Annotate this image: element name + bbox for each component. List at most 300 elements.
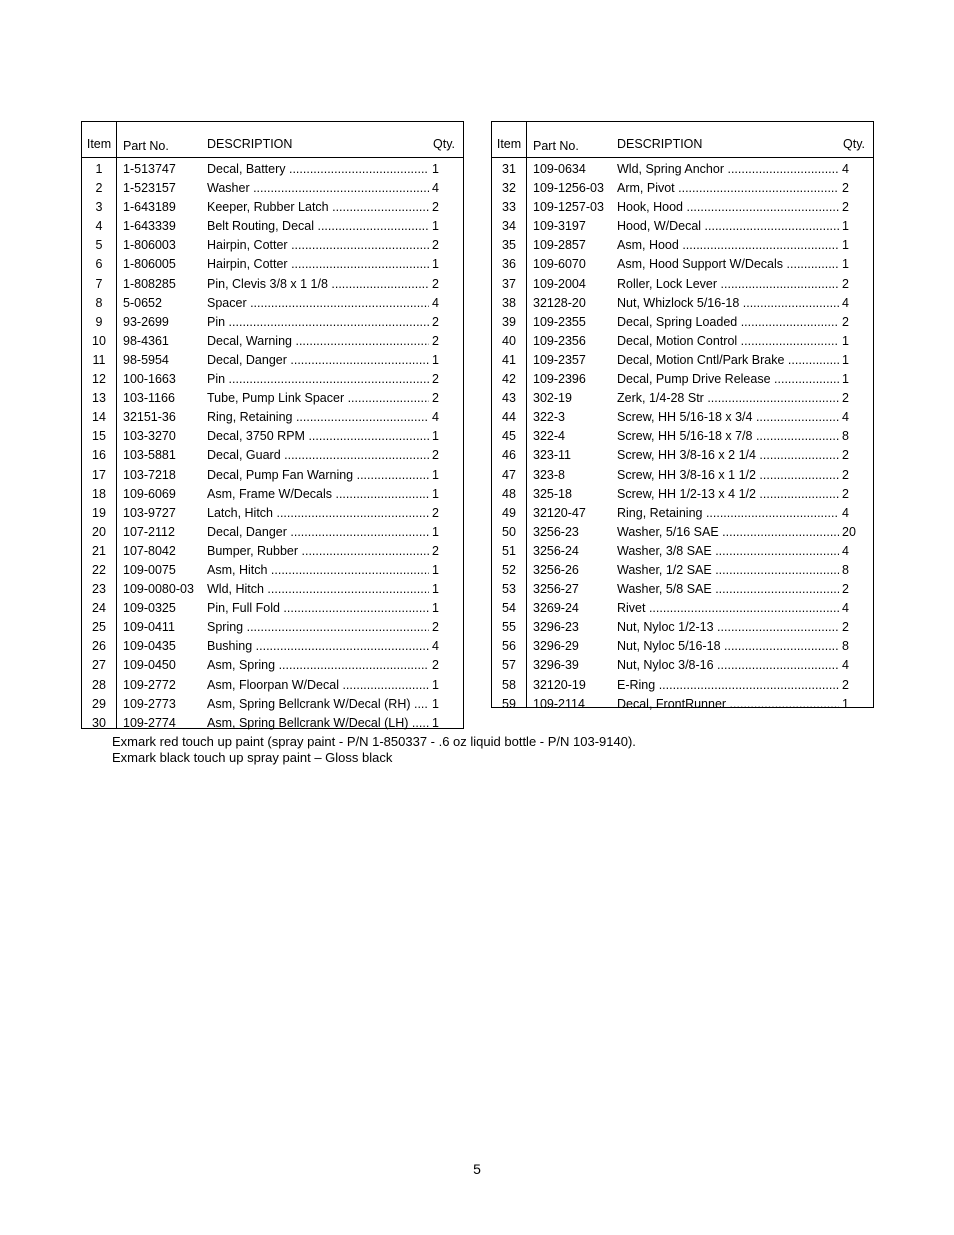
table-row	[492, 217, 873, 236]
table-row	[492, 160, 873, 179]
cell-description: Asm, Floorpan W/Decal .....	[207, 676, 429, 695]
cell-qty: 1	[432, 162, 439, 176]
cell-part-no: 109-2357	[533, 352, 586, 367]
cell-qty: 4	[842, 505, 849, 520]
cell-part-no: 109-1257-03	[533, 200, 604, 215]
cell-item: 54	[502, 601, 516, 616]
cell-description: Hairpin, Cotter .....	[207, 255, 429, 274]
cell-qty: 1	[432, 696, 439, 711]
cell-description: Washer, 5/8 SAE .....	[617, 580, 839, 599]
cell-description: Asm, Spring Bellcrank W/Decal (LH) .....	[207, 714, 429, 733]
cell-description: Decal, Spring Loaded .....	[617, 313, 839, 332]
cell-description: Belt Routing, Decal .....	[207, 217, 429, 236]
table-row	[492, 370, 873, 389]
cell-item: 6	[95, 257, 103, 272]
cell-part-no: 109-3197	[533, 219, 586, 234]
parts-table-left	[81, 121, 464, 729]
cell-qty: 1	[842, 238, 849, 253]
cell-part-no: 109-0450	[123, 658, 176, 673]
cell-description: Decal, Guard .....	[207, 446, 429, 465]
cell-description: Spring .....	[207, 618, 429, 637]
cell-part-no: 109-2773	[123, 696, 176, 711]
cell-item: 37	[502, 276, 516, 291]
cell-item: 45	[502, 429, 516, 444]
cell-part-no: 98-5954	[123, 352, 169, 367]
cell-item: 9	[95, 314, 103, 329]
cell-qty: 1	[432, 677, 439, 692]
cell-description: Screw, HH 1/2-13 x 4 1/2 .....	[617, 485, 839, 504]
cell-item: 3	[95, 200, 103, 215]
cell-qty: 1	[842, 219, 849, 234]
table-row	[82, 198, 463, 217]
cell-item: 32	[502, 181, 516, 196]
table-row	[82, 332, 463, 351]
cell-description: Pin .....	[207, 370, 429, 389]
cell-part-no: 3256-24	[533, 543, 579, 558]
cell-item: 51	[502, 543, 516, 558]
cell-item: 27	[92, 658, 106, 673]
cell-item: 47	[502, 467, 516, 482]
table-row	[492, 236, 873, 255]
cell-description: Roller, Lock Lever .....	[617, 275, 839, 294]
cell-part-no: 109-0080-03	[123, 582, 194, 597]
cell-item: 21	[92, 543, 106, 558]
table-row	[492, 542, 873, 561]
cell-part-no: 109-0634	[533, 162, 586, 176]
cell-part-no: 109-2356	[533, 333, 586, 348]
cell-item: 28	[92, 677, 106, 692]
table-row	[492, 351, 873, 370]
cell-qty: 1	[842, 372, 849, 387]
table-row	[82, 523, 463, 542]
cell-qty: 1	[432, 582, 439, 597]
cell-part-no: 3296-39	[533, 658, 579, 673]
cell-qty: 2	[432, 333, 439, 348]
cell-description: Decal, 3750 RPM .....	[207, 427, 429, 446]
cell-qty: 1	[432, 715, 439, 730]
cell-qty: 1	[432, 562, 439, 577]
cell-qty: 8	[842, 639, 849, 654]
cell-qty: 8	[842, 429, 849, 444]
cell-item: 39	[502, 314, 516, 329]
cell-part-no: 322-3	[533, 410, 565, 425]
cell-item: 29	[92, 696, 106, 711]
cell-description: Decal, Motion Control .....	[617, 332, 839, 351]
cell-item: 11	[92, 352, 106, 367]
cell-item: 46	[502, 448, 516, 463]
cell-qty: 20	[842, 524, 856, 539]
cell-part-no: 109-6069	[123, 486, 176, 501]
cell-qty: 4	[432, 295, 439, 310]
table-row	[492, 580, 873, 599]
table-row	[82, 676, 463, 695]
cell-description: Screw, HH 5/16-18 x 7/8 .....	[617, 427, 839, 446]
cell-qty: 8	[842, 562, 849, 577]
cell-qty: 2	[432, 620, 439, 635]
cell-part-no: 109-2396	[533, 372, 586, 387]
cell-description: Wld, Spring Anchor .....	[617, 160, 839, 179]
cell-description: Decal, Pump Fan Warning .....	[207, 466, 429, 485]
cell-qty: 2	[432, 314, 439, 329]
table-header	[82, 122, 463, 158]
cell-part-no: 3256-23	[533, 524, 579, 539]
cell-part-no: 3296-29	[533, 639, 579, 654]
cell-part-no: 100-1663	[123, 372, 176, 387]
header-qty: Qty.	[843, 137, 865, 151]
table-row	[82, 236, 463, 255]
cell-description: Decal, Pump Drive Release .....	[617, 370, 839, 389]
cell-qty: 1	[432, 352, 439, 367]
page-number: 5	[473, 1161, 481, 1177]
cell-item: 15	[92, 429, 106, 444]
cell-item: 48	[502, 486, 516, 501]
cell-description: Decal, Motion Cntl/Park Brake .....	[617, 351, 839, 370]
cell-item: 40	[502, 333, 516, 348]
table-row	[492, 179, 873, 198]
cell-qty: 2	[842, 314, 849, 329]
cell-item: 22	[92, 562, 106, 577]
cell-part-no: 1-806005	[123, 257, 176, 272]
cell-description: Spacer .....	[207, 294, 429, 313]
cell-item: 36	[502, 257, 516, 272]
table-row	[492, 637, 873, 656]
cell-item: 7	[95, 276, 103, 291]
cell-qty: 2	[842, 200, 849, 215]
table-row	[82, 408, 463, 427]
cell-qty: 2	[842, 486, 849, 501]
cell-qty: 2	[432, 391, 439, 406]
cell-qty: 4	[432, 181, 439, 196]
table-row	[82, 580, 463, 599]
cell-description: Latch, Hitch .....	[207, 504, 429, 523]
table-row	[492, 504, 873, 523]
cell-description: E-Ring .....	[617, 676, 839, 695]
table-row	[492, 466, 873, 485]
cell-qty: 4	[432, 410, 439, 425]
table-row	[492, 294, 873, 313]
cell-item: 24	[92, 601, 106, 616]
cell-part-no: 1-808285	[123, 276, 176, 291]
cell-qty: 1	[432, 429, 439, 444]
cell-description: Screw, HH 3/8-16 x 1 1/2 .....	[617, 466, 839, 485]
table-row	[82, 485, 463, 504]
cell-qty: 2	[432, 543, 439, 558]
cell-description: Washer, 5/16 SAE .....	[617, 523, 839, 542]
cell-description: Asm, Hitch .....	[207, 561, 429, 580]
table-row	[492, 523, 873, 542]
cell-part-no: 3256-27	[533, 582, 579, 597]
table-row	[492, 695, 873, 714]
cell-item: 34	[502, 219, 516, 234]
table-row	[492, 427, 873, 446]
cell-qty: 4	[842, 295, 849, 310]
cell-item: 41	[502, 352, 516, 367]
table-row	[82, 656, 463, 675]
cell-item: 14	[92, 410, 106, 425]
cell-part-no: 32128-20	[533, 295, 586, 310]
cell-qty: 4	[432, 639, 439, 654]
cell-description: Bushing .....	[207, 637, 429, 656]
table-row	[492, 332, 873, 351]
cell-qty: 2	[842, 391, 849, 406]
cell-description: Keeper, Rubber Latch .....	[207, 198, 429, 217]
cell-part-no: 109-1256-03	[533, 181, 604, 196]
cell-item: 44	[502, 410, 516, 425]
cell-part-no: 1-643339	[123, 219, 176, 234]
cell-part-no: 3256-26	[533, 562, 579, 577]
table-row	[82, 294, 463, 313]
cell-item: 30	[92, 715, 106, 730]
table-row	[492, 313, 873, 332]
table-row	[82, 446, 463, 465]
cell-item: 59	[502, 696, 516, 711]
table-row	[82, 275, 463, 294]
cell-part-no: 5-0652	[123, 295, 162, 310]
cell-part-no: 109-6070	[533, 257, 586, 272]
cell-part-no: 302-19	[533, 391, 572, 406]
cell-part-no: 103-3270	[123, 429, 176, 444]
cell-qty: 2	[842, 181, 849, 196]
cell-part-no: 109-2857	[533, 238, 586, 253]
table-body	[82, 158, 463, 733]
cell-part-no: 103-9727	[123, 505, 176, 520]
table-row	[492, 198, 873, 217]
note-black-paint: Exmark black touch up spray paint – Gloss black	[112, 750, 393, 765]
parts-table-right	[491, 121, 874, 711]
cell-qty: 1	[842, 352, 849, 367]
cell-description: Nut, Whizlock 5/16-18 .....	[617, 294, 839, 313]
cell-description: Decal, Danger .....	[207, 523, 429, 542]
cell-description: Bumper, Rubber .....	[207, 542, 429, 561]
cell-part-no: 109-2004	[533, 276, 586, 291]
header-qty: Qty.	[433, 137, 455, 151]
note-red-paint: Exmark red touch up paint (spray paint - P/N 1-850337 - .6 oz liquid bottle - P/N 103-9140).	[112, 734, 636, 749]
table-row	[82, 466, 463, 485]
cell-item: 19	[92, 505, 106, 520]
cell-item: 8	[95, 295, 103, 310]
cell-item: 58	[502, 677, 516, 692]
table-row	[82, 351, 463, 370]
cell-part-no: 325-18	[533, 486, 572, 501]
cell-qty: 4	[842, 658, 849, 673]
cell-description: Decal, FrontRunner .....	[617, 695, 839, 714]
table-row	[492, 408, 873, 427]
cell-description: Pin .....	[207, 313, 429, 332]
cell-description: Hood, W/Decal .....	[617, 217, 839, 236]
cell-qty: 2	[432, 200, 439, 215]
cell-item: 35	[502, 238, 516, 253]
cell-description: Pin, Full Fold .....	[207, 599, 429, 618]
cell-qty: 1	[842, 696, 849, 711]
cell-description: Asm, Hood .....	[617, 236, 839, 255]
table-row	[82, 618, 463, 637]
table-row	[82, 217, 463, 236]
table-row	[492, 446, 873, 465]
cell-qty: 2	[432, 448, 439, 463]
cell-qty: 1	[432, 524, 439, 539]
cell-part-no: 323-11	[533, 448, 571, 463]
cell-part-no: 1-643189	[123, 200, 176, 215]
cell-description: Screw, HH 5/16-18 x 3/4 .....	[617, 408, 839, 427]
table-body	[492, 158, 873, 714]
cell-item: 25	[92, 620, 106, 635]
cell-item: 38	[502, 295, 516, 310]
cell-qty: 1	[842, 333, 849, 348]
cell-part-no: 323-8	[533, 467, 565, 482]
header-description: DESCRIPTION	[617, 137, 703, 151]
cell-description: Rivet .....	[617, 599, 839, 618]
cell-part-no: 109-2114	[533, 696, 585, 711]
cell-qty: 1	[432, 467, 439, 482]
cell-description: Arm, Pivot .....	[617, 179, 839, 198]
cell-description: Ring, Retaining .....	[207, 408, 429, 427]
cell-description: Nut, Nyloc 3/8-16 .....	[617, 656, 839, 675]
cell-qty: 1	[432, 486, 439, 501]
cell-item: 12	[92, 372, 106, 387]
cell-qty: 2	[842, 276, 849, 291]
cell-description: Pin, Clevis 3/8 x 1 1/8 .....	[207, 275, 429, 294]
cell-item: 55	[502, 620, 516, 635]
cell-description: Asm, Frame W/Decals .....	[207, 485, 429, 504]
cell-qty: 2	[842, 582, 849, 597]
table-row	[492, 485, 873, 504]
cell-description: Asm, Spring Bellcrank W/Decal (RH) .....	[207, 695, 429, 714]
cell-qty: 2	[842, 620, 849, 635]
cell-item: 56	[502, 639, 516, 654]
table-row	[492, 618, 873, 637]
cell-qty: 2	[842, 467, 849, 482]
table-row	[82, 389, 463, 408]
table-row	[82, 561, 463, 580]
cell-part-no: 1-513747	[123, 162, 176, 176]
cell-qty: 4	[842, 162, 849, 176]
cell-qty: 2	[842, 677, 849, 692]
cell-qty: 2	[432, 372, 439, 387]
cell-description: Nut, Nyloc 1/2-13 .....	[617, 618, 839, 637]
cell-item: 5	[95, 238, 103, 253]
table-row	[82, 179, 463, 198]
table-row	[492, 599, 873, 618]
cell-description: Nut, Nyloc 5/16-18 .....	[617, 637, 839, 656]
cell-item: 1	[95, 162, 103, 176]
cell-item: 49	[502, 505, 516, 520]
cell-item: 43	[502, 391, 516, 406]
cell-item: 20	[92, 524, 106, 539]
cell-item: 57	[502, 658, 516, 673]
cell-qty: 1	[432, 257, 439, 272]
cell-part-no: 109-0435	[123, 639, 176, 654]
cell-part-no: 98-4361	[123, 333, 169, 348]
table-row	[82, 313, 463, 332]
table-header	[492, 122, 873, 158]
cell-part-no: 3296-23	[533, 620, 579, 635]
cell-description: Decal, Battery .....	[207, 160, 429, 179]
cell-qty: 4	[842, 410, 849, 425]
header-item: Item	[86, 137, 112, 151]
table-row	[82, 504, 463, 523]
cell-part-no: 3269-24	[533, 601, 579, 616]
cell-part-no: 103-1166	[123, 391, 175, 406]
cell-description: Washer .....	[207, 179, 429, 198]
cell-part-no: 109-0075	[123, 562, 176, 577]
cell-part-no: 322-4	[533, 429, 565, 444]
cell-part-no: 93-2699	[123, 314, 169, 329]
table-row	[492, 561, 873, 580]
cell-description: Zerk, 1/4-28 Str .....	[617, 389, 839, 408]
cell-qty: 2	[432, 658, 439, 673]
table-row	[82, 255, 463, 274]
cell-description: Asm, Hood Support W/Decals .....	[617, 255, 839, 274]
cell-part-no: 32120-19	[533, 677, 586, 692]
cell-description: Asm, Spring .....	[207, 656, 429, 675]
table-row	[492, 275, 873, 294]
cell-description: Screw, HH 3/8-16 x 2 1/4 .....	[617, 446, 839, 465]
table-row	[492, 676, 873, 695]
cell-item: 18	[92, 486, 106, 501]
cell-qty: 1	[842, 257, 849, 272]
cell-item: 16	[92, 448, 106, 463]
table-row	[82, 714, 463, 733]
cell-qty: 2	[432, 276, 439, 291]
cell-item: 53	[502, 582, 516, 597]
cell-description: Wld, Hitch .....	[207, 580, 429, 599]
header-item: Item	[496, 137, 522, 151]
cell-qty: 1	[432, 219, 439, 234]
cell-item: 4	[95, 219, 103, 234]
cell-qty: 4	[842, 601, 849, 616]
cell-description: Washer, 3/8 SAE .....	[617, 542, 839, 561]
cell-part-no: 109-0411	[123, 620, 175, 635]
header-part-no: Part No.	[533, 139, 579, 153]
table-row	[82, 599, 463, 618]
cell-qty: 1	[432, 601, 439, 616]
table-row	[82, 637, 463, 656]
cell-qty: 2	[432, 238, 439, 253]
header-description: DESCRIPTION	[207, 137, 293, 151]
cell-description: Decal, Danger .....	[207, 351, 429, 370]
cell-item: 2	[95, 181, 103, 196]
cell-part-no: 1-806003	[123, 238, 176, 253]
cell-part-no: 109-2774	[123, 715, 176, 730]
table-row	[82, 427, 463, 446]
header-part-no: Part No.	[123, 139, 169, 153]
cell-item: 50	[502, 524, 516, 539]
cell-item: 52	[502, 562, 516, 577]
table-row	[82, 160, 463, 179]
cell-qty: 2	[842, 448, 849, 463]
cell-part-no: 107-2112	[123, 524, 175, 539]
cell-part-no: 109-2355	[533, 314, 586, 329]
table-row	[492, 656, 873, 675]
cell-part-no: 109-2772	[123, 677, 176, 692]
cell-part-no: 103-5881	[123, 448, 176, 463]
cell-part-no: 109-0325	[123, 601, 176, 616]
cell-description: Tube, Pump Link Spacer .....	[207, 389, 429, 408]
cell-qty: 4	[842, 543, 849, 558]
cell-description: Hairpin, Cotter .....	[207, 236, 429, 255]
table-row	[82, 542, 463, 561]
cell-description: Ring, Retaining .....	[617, 504, 839, 523]
cell-part-no: 103-7218	[123, 467, 176, 482]
cell-item: 13	[92, 391, 106, 406]
cell-qty: 2	[432, 505, 439, 520]
cell-part-no: 1-523157	[123, 181, 176, 196]
table-row	[82, 370, 463, 389]
cell-item: 23	[92, 582, 106, 597]
cell-item: 31	[502, 162, 516, 176]
cell-item: 33	[502, 200, 516, 215]
cell-description: Washer, 1/2 SAE .....	[617, 561, 839, 580]
